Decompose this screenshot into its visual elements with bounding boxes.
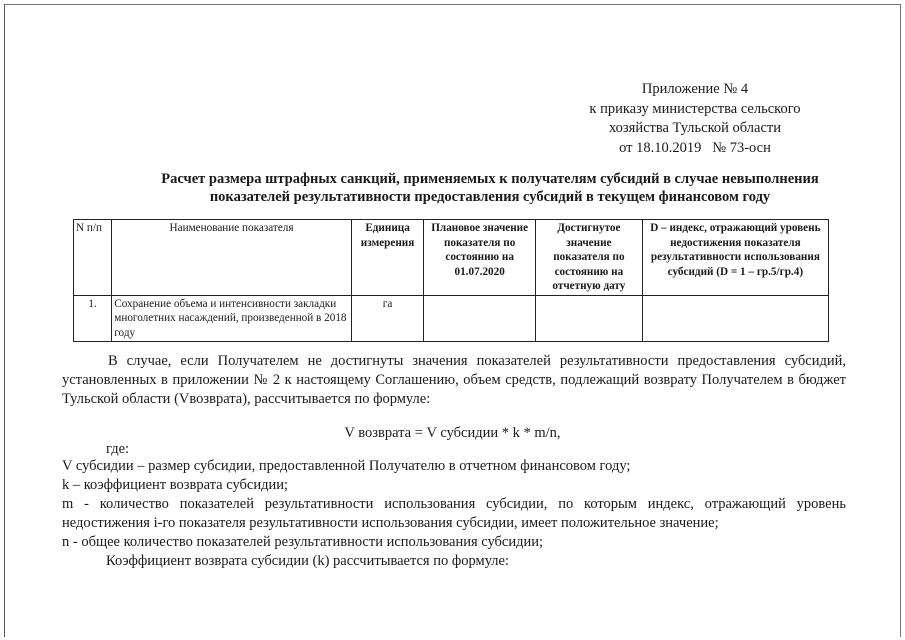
definitions-list bbox=[62, 457, 846, 552]
cell-achieved bbox=[536, 295, 643, 342]
paragraph-return-rule: В случае, если Получателем не достигнуты значения показателей результативности предоставления субсидий, установленных в приложении № 2 к настоящему Соглашению, объем средств, подлежащий возврату Получателем в бюджет Тульской области (Vвозврата), рассчитывается по формуле: bbox=[62, 353, 846, 407]
cell-unit: га bbox=[351, 295, 423, 342]
definition-n: n - общее количество показателей результативности использования субсидии; bbox=[62, 534, 544, 550]
definition-v: V субсидии – размер субсидии, предоставленной Получателю в отчетном финансовом году; bbox=[62, 458, 631, 474]
title-line-2: показателей результативности предоставления субсидий в текущем финансовом году bbox=[209, 189, 771, 205]
header-unit: Единица измерения bbox=[351, 220, 423, 296]
cell-index bbox=[642, 295, 828, 342]
cell-name: Сохранение объема и интенсивности закладки многолетних насаждений, произведенной в 2018 году bbox=[112, 295, 352, 342]
cell-planned bbox=[424, 295, 536, 342]
cell-num: 1. bbox=[74, 295, 112, 342]
appendix-block bbox=[560, 80, 830, 158]
where-label: где: bbox=[106, 441, 130, 457]
document-title bbox=[110, 170, 870, 206]
definition-m: m - количество показателей результативности использования субсидии, по которым индекс, отражающий уровень недостижения i-го показателя результативности использования субсидии, имеет положительное значение; bbox=[62, 496, 846, 531]
appendix-line-1: Приложение № 4 bbox=[641, 81, 749, 97]
appendix-line-4: от 18.10.2019 № 73-осн bbox=[619, 139, 771, 156]
table-header-row bbox=[74, 220, 829, 296]
appendix-line-2: к приказу министерства сельского bbox=[589, 100, 801, 117]
formula-return: V возврата = V субсидии * k * m/n, bbox=[344, 425, 561, 441]
appendix-line-3: хозяйства Тульской области bbox=[608, 120, 782, 136]
indicators-table bbox=[73, 219, 829, 342]
header-num: N п/п bbox=[74, 220, 112, 296]
header-name: Наименование показателя bbox=[112, 220, 352, 296]
title-line-1: Расчет размера штрафных санкций, применяемых к получателям субсидий в случае невыполнения bbox=[161, 171, 819, 187]
header-achieved: Достигнутое значение показателя по состоянию на отчетную дату bbox=[536, 220, 643, 296]
definition-k: k – коэффициент возврата субсидии; bbox=[62, 477, 289, 493]
header-planned: Плановое значение показателя по состоянию на 01.07.2020 bbox=[424, 220, 536, 296]
table-row bbox=[74, 295, 829, 342]
coefficient-intro: Коэффициент возврата субсидии (k) рассчитывается по формуле: bbox=[106, 553, 510, 569]
header-index: D – индекс, отражающий уровень недостижения показателя результативности использования субсидий (D = 1 – гр.5/гр.4) bbox=[642, 220, 828, 296]
